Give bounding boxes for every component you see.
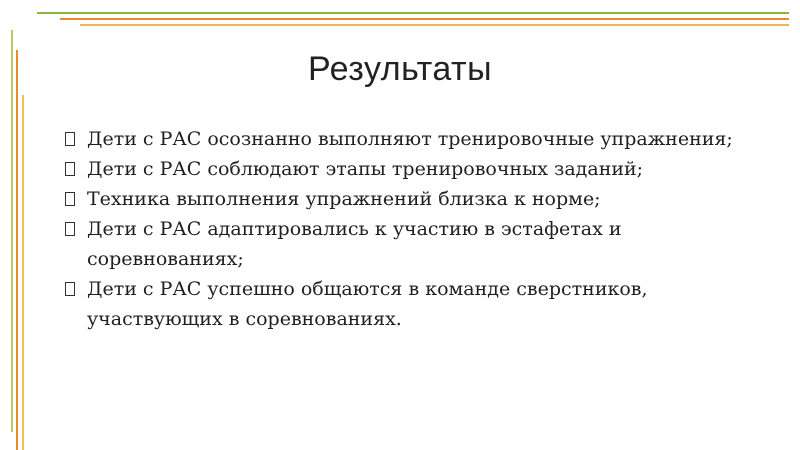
decorative-line-light-orange-horizontal: [80, 24, 789, 26]
list-item: [65, 154, 765, 184]
list-item-text: Дети с РАС адаптировались к участию в эстафетах и соревнованиях;: [87, 218, 622, 270]
square-bullet-icon: [65, 282, 75, 296]
decorative-line-green-horizontal: [37, 12, 789, 14]
list-item-text: Дети с РАС осознанно выполняют тренировочные упражнения;: [87, 128, 733, 150]
square-bullet-icon: [65, 162, 75, 176]
decorative-line-orange-vertical: [16, 50, 18, 450]
decorative-line-orange-horizontal: [60, 18, 789, 20]
list-item: [65, 184, 765, 214]
square-bullet-icon: [65, 192, 75, 206]
results-list: [65, 124, 765, 334]
decorative-line-yellow-vertical: [22, 95, 24, 450]
list-item-text: Дети с РАС соблюдают этапы тренировочных заданий;: [87, 158, 644, 180]
list-item: [65, 214, 765, 274]
slide-title: Результаты: [307, 50, 493, 88]
list-item: [65, 274, 765, 334]
square-bullet-icon: [65, 222, 75, 236]
decorative-line-green-vertical: [11, 30, 13, 432]
square-bullet-icon: [65, 132, 75, 146]
list-item-text: Техника выполнения упражнений близка к норме;: [87, 188, 601, 210]
list-item-text: Дети с РАС успешно общаются в команде сверстников, участвующих в соревнованиях.: [87, 278, 648, 330]
list-item: [65, 124, 765, 154]
